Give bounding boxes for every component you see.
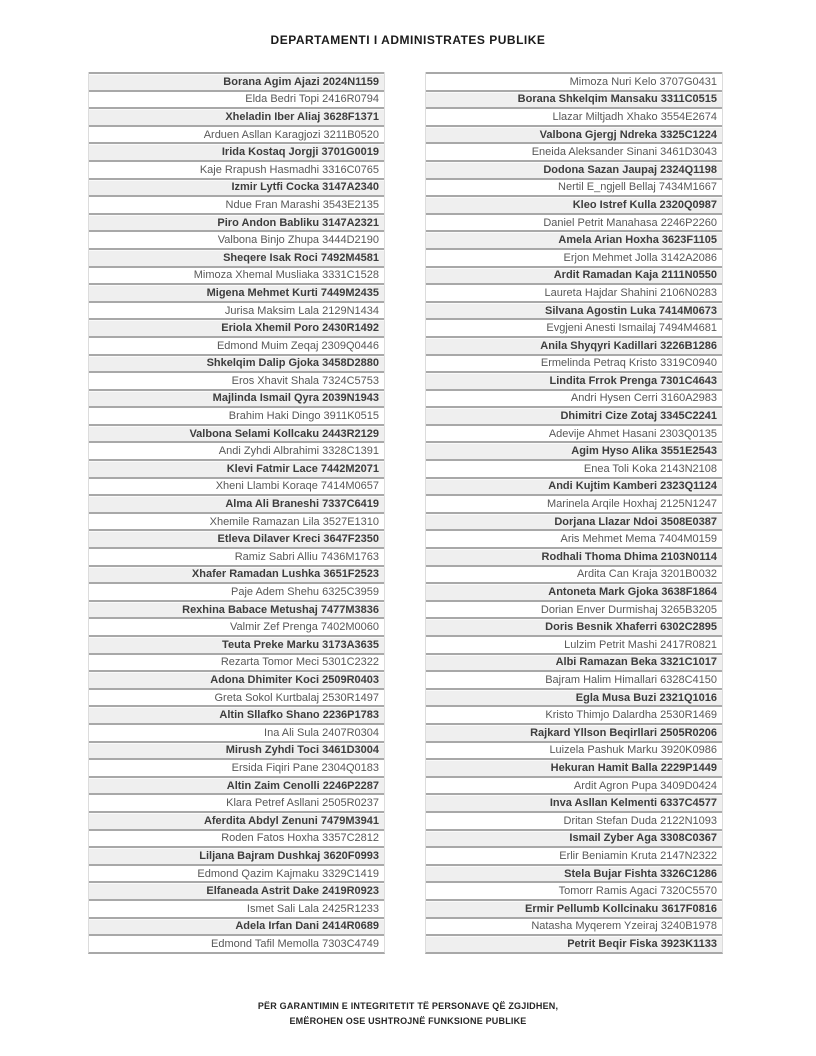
list-item: Migena Mehmet Kurti 7449M2435 [89,283,384,301]
list-item: Natasha Myqerem Yzeiraj 3240B1978 [426,917,722,935]
list-item: Dritan Stefan Duda 2122N1093 [426,811,722,829]
list-item: Etleva Dilaver Kreci 3647F2350 [89,529,384,547]
list-item: Klevi Fatmir Lace 7442M2071 [89,459,384,477]
list-item: Sheqere Isak Roci 7492M4581 [89,248,384,266]
list-item: Enea Toli Koka 2143N2108 [426,459,722,477]
list-item: Greta Sokol Kurtbalaj 2530R1497 [89,688,384,706]
list-item: Adela Irfan Dani 2414R0689 [89,917,384,935]
list-item: Edmond Qazim Kajmaku 3329C1419 [89,864,384,882]
list-item: Eros Xhavit Shala 7324C5753 [89,371,384,389]
list-item: Anila Shyqyri Kadillari 3226B1286 [426,336,722,354]
list-item: Andi Zyhdi Albrahimi 3328C1391 [89,441,384,459]
list-item: Edmond Tafil Memolla 7303C4749 [89,934,384,952]
list-item: Xhafer Ramadan Lushka 3651F2523 [89,565,384,583]
list-item: Piro Andon Babliku 3147A2321 [89,213,384,231]
list-item: Rezarta Tomor Meci 5301C2322 [89,653,384,671]
list-item: Altin Sllafko Shano 2236P1783 [89,705,384,723]
list-item: Eneida Aleksander Sinani 3461D3043 [426,142,722,160]
list-item: Petrit Beqir Fiska 3923K1133 [426,934,722,952]
list-item: Valmir Zef Prenga 7402M0060 [89,617,384,635]
list-item: Alma Ali Braneshi 7337C6419 [89,494,384,512]
page-footer [0,999,816,1029]
list-item: Hekuran Hamit Balla 2229P1449 [426,758,722,776]
list-item: Borana Agim Ajazi 2024N1159 [89,72,384,90]
list-item: Elfaneada Astrit Dake 2419R0923 [89,881,384,899]
list-item: Amela Arian Hoxha 3623F1105 [426,230,722,248]
list-item: Arduen Asllan Karagjozi 3211B0520 [89,125,384,143]
list-item: Borana Shkelqim Mansaku 3311C0515 [426,90,722,108]
list-item: Dorian Enver Durmishaj 3265B3205 [426,600,722,618]
list-item: Albi Ramazan Beka 3321C1017 [426,653,722,671]
list-item: Ermir Pellumb Kollcinaku 3617F0816 [426,899,722,917]
list-item: Llazar Miltjadh Xhako 3554E2674 [426,107,722,125]
list-item: Ismail Zyber Aga 3308C0367 [426,829,722,847]
list-item: Ramiz Sabri Alliu 7436M1763 [89,547,384,565]
list-item: Liljana Bajram Dushkaj 3620F0993 [89,846,384,864]
list-item: Jurisa Maksim Lala 2129N1434 [89,301,384,319]
name-list-right [425,72,723,954]
list-item: Klara Petref Asllani 2505R0237 [89,793,384,811]
list-item: Erlir Beniamin Kruta 2147N2322 [426,846,722,864]
list-item: Edmond Muim Zeqaj 2309Q0446 [89,336,384,354]
list-item: Ardita Can Kraja 3201B0032 [426,565,722,583]
list-item: Inva Asllan Kelmenti 6337C4577 [426,793,722,811]
list-item: Xhemile Ramazan Lila 3527E1310 [89,512,384,530]
list-item: Marinela Arqile Hoxhaj 2125N1247 [426,494,722,512]
list-item: Dhimitri Cize Zotaj 3345C2241 [426,406,722,424]
list-item: Bajram Halim Himallari 6328C4150 [426,670,722,688]
list-item: Izmir Lytfi Cocka 3147A2340 [89,178,384,196]
list-item: Doris Besnik Xhaferri 6302C2895 [426,617,722,635]
list-item: Kristo Thimjo Dalardha 2530R1469 [426,705,722,723]
list-item: Xheni Llambi Koraqe 7414M0657 [89,477,384,495]
footer-line-2: EMËROHEN OSE USHTROJNË FUNKSIONE PUBLIKE [289,1016,527,1026]
list-item: Mimoza Xhemal Musliaka 3331C1528 [89,266,384,284]
list-item: Silvana Agostin Luka 7414M0673 [426,301,722,319]
list-item: Ersida Fiqiri Pane 2304Q0183 [89,758,384,776]
list-item: Elda Bedri Topi 2416R0794 [89,90,384,108]
list-item: Tomorr Ramis Agaci 7320C5570 [426,881,722,899]
list-item: Valbona Binjo Zhupa 3444D2190 [89,230,384,248]
list-item: Roden Fatos Hoxha 3357C2812 [89,829,384,847]
list-item: Rodhali Thoma Dhima 2103N0114 [426,547,722,565]
footer-line-1: PËR GARANTIMIN E INTEGRITETIT TË PERSONAVE QË ZGJIDHEN, [257,1001,559,1011]
list-item: Erjon Mehmet Jolla 3142A2086 [426,248,722,266]
list-item: Kaje Rrapush Hasmadhi 3316C0765 [89,160,384,178]
list-item: Evgjeni Anesti Ismailaj 7494M4681 [426,318,722,336]
list-item: Daniel Petrit Manahasa 2246P2260 [426,213,722,231]
list-item: Irida Kostaq Jorgji 3701G0019 [89,142,384,160]
list-item: Aris Mehmet Mema 7404M0159 [426,529,722,547]
list-item: Paje Adem Shehu 6325C3959 [89,582,384,600]
list-item: Ardit Ramadan Kaja 2111N0550 [426,266,722,284]
list-item: Rajkard Yllson Beqirllari 2505R0206 [426,723,722,741]
list-item: Ndue Fran Marashi 3543E2135 [89,195,384,213]
list-item: Luizela Pashuk Marku 3920K0986 [426,741,722,759]
list-item: Agim Hyso Alika 3551E2543 [426,441,722,459]
list-item: Majlinda Ismail Qyra 2039N1943 [89,389,384,407]
list-item: Valbona Selami Kollcaku 2443R2129 [89,424,384,442]
list-item: Teuta Preke Marku 3173A3635 [89,635,384,653]
list-item: Brahim Haki Dingo 3911K0515 [89,406,384,424]
list-item: Shkelqim Dalip Gjoka 3458D2880 [89,354,384,372]
list-item: Mimoza Nuri Kelo 3707G0431 [426,72,722,90]
list-item: Ismet Sali Lala 2425R1233 [89,899,384,917]
list-item: Nertil E_ngjell Bellaj 7434M1667 [426,178,722,196]
name-list-left [88,72,385,954]
list-item: Andi Kujtim Kamberi 2323Q1124 [426,477,722,495]
list-item: Andri Hysen Cerri 3160A2983 [426,389,722,407]
list-item: Stela Bujar Fishta 3326C1286 [426,864,722,882]
list-item: Adona Dhimiter Koci 2509R0403 [89,670,384,688]
list-item: Dodona Sazan Jaupaj 2324Q1198 [426,160,722,178]
list-item: Ina Ali Sula 2407R0304 [89,723,384,741]
page-title: DEPARTAMENTI I ADMINISTRATES PUBLIKE [270,33,546,47]
list-item: Ardit Agron Pupa 3409D0424 [426,776,722,794]
list-item: Laureta Hajdar Shahini 2106N0283 [426,283,722,301]
list-item: Eriola Xhemil Poro 2430R1492 [89,318,384,336]
list-item: Antoneta Mark Gjoka 3638F1864 [426,582,722,600]
list-item: Kleo Istref Kulla 2320Q0987 [426,195,722,213]
list-item: Aferdita Abdyl Zenuni 7479M3941 [89,811,384,829]
list-item: Rexhina Babace Metushaj 7477M3836 [89,600,384,618]
list-item: Lindita Frrok Prenga 7301C4643 [426,371,722,389]
list-item: Ermelinda Petraq Kristo 3319C0940 [426,354,722,372]
list-item: Xheladin Iber Aliaj 3628F1371 [89,107,384,125]
list-item: Mirush Zyhdi Toci 3461D3004 [89,741,384,759]
list-item: Valbona Gjergj Ndreka 3325C1224 [426,125,722,143]
list-item: Altin Zaim Cenolli 2246P2287 [89,776,384,794]
list-item: Adevije Ahmet Hasani 2303Q0135 [426,424,722,442]
list-item: Dorjana Llazar Ndoi 3508E0387 [426,512,722,530]
list-item: Egla Musa Buzi 2321Q1016 [426,688,722,706]
list-item: Lulzim Petrit Mashi 2417R0821 [426,635,722,653]
